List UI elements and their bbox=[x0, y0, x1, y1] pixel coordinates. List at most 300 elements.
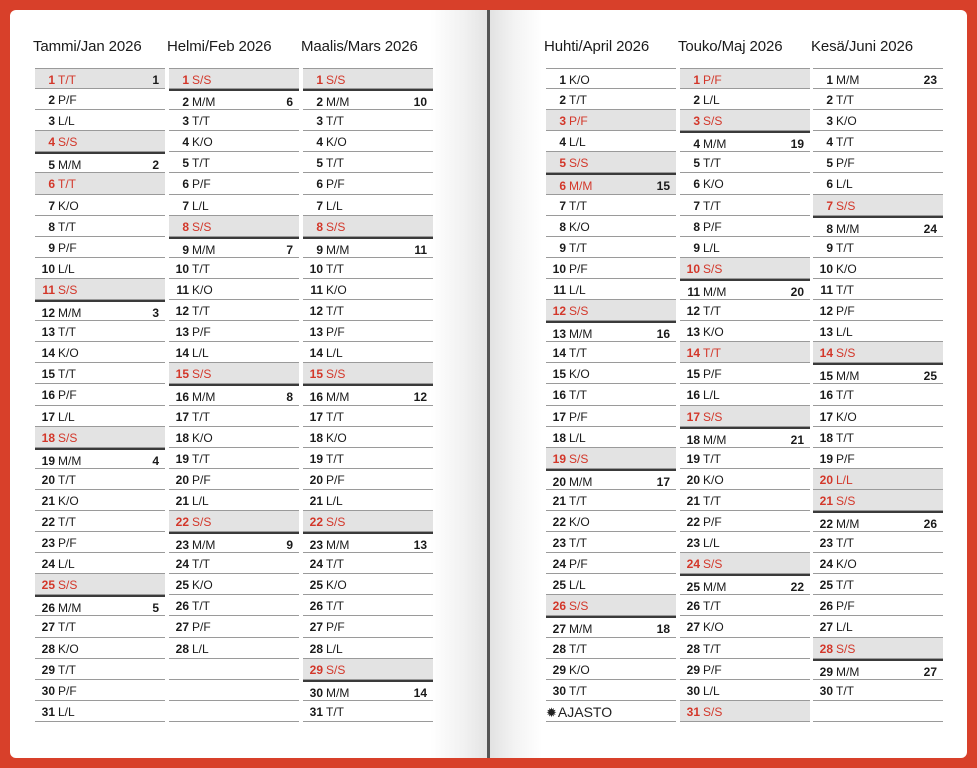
day-row bbox=[813, 68, 943, 89]
weekday-label: S/S bbox=[192, 73, 212, 87]
day-number: 6 bbox=[826, 177, 833, 192]
weekday-label: T/T bbox=[836, 536, 854, 551]
day-row bbox=[546, 638, 676, 659]
day-number: 14 bbox=[309, 346, 323, 361]
day-number: 15 bbox=[819, 369, 833, 384]
weekday-label: L/L bbox=[569, 282, 586, 297]
weekday-label: L/L bbox=[326, 641, 343, 656]
day-number: 5 bbox=[559, 156, 566, 171]
weekday-label: K/O bbox=[192, 578, 213, 593]
weekday-label: K/O bbox=[58, 493, 79, 508]
day-number: 4 bbox=[316, 135, 323, 150]
day-number: 19 bbox=[686, 451, 700, 466]
day-row bbox=[35, 553, 165, 574]
day-number: 25 bbox=[175, 578, 189, 593]
day-row bbox=[813, 469, 943, 490]
weekday-label: M/M bbox=[326, 685, 350, 700]
weekday-label: K/O bbox=[703, 177, 724, 192]
weekday-label: P/F bbox=[58, 388, 77, 403]
day-row bbox=[169, 173, 299, 194]
right-page bbox=[490, 10, 967, 758]
day-number: 26 bbox=[41, 601, 55, 616]
day-row bbox=[680, 68, 810, 89]
weekday-label: T/T bbox=[836, 240, 854, 255]
day-number: 1 bbox=[693, 73, 700, 87]
day-number: 22 bbox=[41, 514, 55, 529]
day-number: 1 bbox=[316, 73, 323, 87]
day-number: 31 bbox=[686, 704, 700, 719]
day-row bbox=[169, 89, 299, 110]
day-row bbox=[303, 173, 433, 194]
weekday-label: M/M bbox=[569, 179, 593, 194]
week-number: 14 bbox=[413, 685, 427, 700]
day-number: 28 bbox=[552, 641, 566, 656]
day-row bbox=[35, 574, 165, 595]
weekday-label: P/F bbox=[569, 114, 588, 129]
weekday-label: L/L bbox=[703, 240, 720, 255]
day-row bbox=[680, 300, 810, 321]
day-number: 25 bbox=[552, 578, 566, 593]
day-row bbox=[303, 595, 433, 616]
weekday-label: K/O bbox=[569, 662, 590, 677]
day-row bbox=[35, 173, 165, 194]
day-number: 28 bbox=[175, 641, 189, 656]
weekday-label: L/L bbox=[326, 493, 343, 508]
week-number: 22 bbox=[790, 580, 804, 595]
day-number: 27 bbox=[309, 620, 323, 635]
day-row bbox=[680, 680, 810, 701]
weekday-label: M/M bbox=[836, 369, 860, 384]
weekday-label: S/S bbox=[326, 514, 346, 529]
day-number: 9 bbox=[182, 242, 189, 257]
day-row bbox=[303, 300, 433, 321]
weekday-label: L/L bbox=[58, 557, 75, 572]
day-number: 13 bbox=[175, 325, 189, 340]
day-row bbox=[35, 511, 165, 532]
weekday-label: P/F bbox=[58, 240, 77, 255]
week-number: 8 bbox=[286, 390, 293, 405]
weekday-label: M/M bbox=[569, 622, 593, 637]
day-number: 13 bbox=[686, 325, 700, 340]
day-row bbox=[680, 406, 810, 427]
day-number: 8 bbox=[48, 219, 55, 234]
day-row bbox=[546, 574, 676, 595]
weekday-label: P/F bbox=[192, 472, 211, 487]
day-number: 27 bbox=[552, 622, 566, 637]
weekday-label: T/T bbox=[703, 451, 721, 466]
weekday-label: S/S bbox=[569, 304, 589, 319]
weekday-label: T/T bbox=[326, 261, 344, 276]
brand-logo bbox=[546, 704, 612, 721]
day-row bbox=[35, 638, 165, 659]
day-number: 25 bbox=[309, 578, 323, 593]
day-row bbox=[303, 195, 433, 216]
day-row bbox=[169, 638, 299, 659]
day-row bbox=[813, 279, 943, 300]
day-number: 18 bbox=[819, 430, 833, 445]
weekday-label: T/T bbox=[569, 198, 587, 213]
day-row bbox=[813, 195, 943, 216]
weekday-label: P/F bbox=[326, 325, 345, 340]
day-row bbox=[169, 616, 299, 637]
day-number: 2 bbox=[316, 95, 323, 110]
day-number: 22 bbox=[309, 514, 323, 529]
weekday-label: P/F bbox=[58, 93, 77, 108]
weekday-label: M/M bbox=[192, 95, 216, 110]
day-list bbox=[546, 68, 676, 722]
day-number: 28 bbox=[686, 641, 700, 656]
day-row bbox=[169, 321, 299, 342]
weekday-label: P/F bbox=[192, 177, 211, 192]
day-number: 21 bbox=[819, 493, 833, 508]
day-row bbox=[680, 195, 810, 216]
day-number: 9 bbox=[559, 240, 566, 255]
day-number: 26 bbox=[686, 599, 700, 614]
weekday-label: M/M bbox=[192, 242, 216, 257]
weekday-label: T/T bbox=[326, 599, 344, 614]
week-number: 13 bbox=[413, 538, 427, 553]
weekday-label: S/S bbox=[703, 114, 723, 129]
day-number: 22 bbox=[686, 514, 700, 529]
weekday-label: T/T bbox=[326, 557, 344, 572]
day-row bbox=[169, 110, 299, 131]
day-row bbox=[680, 595, 810, 616]
day-row bbox=[303, 659, 433, 680]
day-row bbox=[546, 469, 676, 490]
day-row bbox=[35, 321, 165, 342]
sun-icon: ✹ bbox=[546, 704, 557, 720]
weekday-label: K/O bbox=[703, 620, 724, 635]
weekday-label: S/S bbox=[836, 198, 856, 213]
week-number: 17 bbox=[656, 474, 670, 489]
day-row bbox=[303, 680, 433, 701]
weekday-label: K/O bbox=[192, 282, 213, 297]
day-number: 11 bbox=[176, 282, 189, 297]
weekday-label: K/O bbox=[326, 282, 347, 297]
weekday-label: M/M bbox=[58, 453, 82, 468]
day-number: 4 bbox=[559, 135, 566, 150]
weekday-label: T/T bbox=[836, 578, 854, 593]
day-number: 16 bbox=[819, 388, 833, 403]
day-row bbox=[680, 384, 810, 405]
day-row bbox=[169, 490, 299, 511]
day-number: 5 bbox=[316, 156, 323, 171]
day-number: 11 bbox=[820, 282, 833, 297]
day-row bbox=[35, 342, 165, 363]
day-row bbox=[813, 490, 943, 511]
weekday-label: P/F bbox=[703, 367, 722, 382]
weekday-label: L/L bbox=[569, 135, 586, 150]
day-list bbox=[303, 68, 433, 722]
day-row bbox=[303, 152, 433, 173]
weekday-label: T/T bbox=[569, 346, 587, 361]
day-number: 22 bbox=[552, 514, 566, 529]
day-number: 14 bbox=[686, 346, 700, 361]
day-row bbox=[546, 363, 676, 384]
weekday-label: T/T bbox=[703, 493, 721, 508]
day-row bbox=[546, 511, 676, 532]
month-title: Helmi/Feb 2026 bbox=[167, 38, 272, 55]
day-row bbox=[813, 300, 943, 321]
day-number: 12 bbox=[686, 304, 700, 319]
weekday-label: S/S bbox=[836, 641, 856, 656]
day-row bbox=[35, 701, 165, 722]
day-row bbox=[303, 511, 433, 532]
day-row bbox=[303, 216, 433, 237]
day-number: 4 bbox=[693, 137, 700, 152]
day-number: 10 bbox=[552, 261, 566, 276]
day-row bbox=[303, 110, 433, 131]
day-number: 4 bbox=[826, 135, 833, 150]
day-row bbox=[169, 363, 299, 384]
day-row bbox=[546, 659, 676, 680]
day-row bbox=[680, 216, 810, 237]
week-number: 26 bbox=[923, 516, 937, 531]
day-number: 5 bbox=[182, 156, 189, 171]
day-row bbox=[169, 300, 299, 321]
weekday-label: P/F bbox=[58, 683, 77, 698]
day-row bbox=[546, 195, 676, 216]
day-number: 27 bbox=[686, 620, 700, 635]
weekday-label: L/L bbox=[836, 472, 853, 487]
day-number: 8 bbox=[826, 221, 833, 236]
weekday-label: L/L bbox=[836, 177, 853, 192]
weekday-label: K/O bbox=[569, 73, 590, 87]
day-row bbox=[303, 427, 433, 448]
weekday-label: T/T bbox=[836, 430, 854, 445]
day-row bbox=[680, 363, 810, 384]
day-number: 11 bbox=[687, 284, 700, 299]
day-row bbox=[680, 553, 810, 574]
day-number: 9 bbox=[826, 240, 833, 255]
weekday-label: T/T bbox=[58, 514, 76, 529]
day-row bbox=[169, 258, 299, 279]
weekday-label: L/L bbox=[58, 704, 75, 719]
day-row bbox=[303, 406, 433, 427]
day-row bbox=[813, 342, 943, 363]
month-title: Touko/Maj 2026 bbox=[678, 38, 783, 55]
day-number: 2 bbox=[48, 93, 55, 108]
day-number: 9 bbox=[693, 240, 700, 255]
day-row bbox=[813, 110, 943, 131]
day-number: 3 bbox=[316, 114, 323, 129]
day-row bbox=[169, 427, 299, 448]
week-number: 21 bbox=[790, 432, 804, 447]
weekday-label: S/S bbox=[569, 451, 589, 466]
weekday-label: P/F bbox=[836, 599, 855, 614]
weekday-label: M/M bbox=[192, 390, 216, 405]
day-row bbox=[169, 406, 299, 427]
day-number: 26 bbox=[175, 599, 189, 614]
weekday-label: K/O bbox=[326, 578, 347, 593]
weekday-label: L/L bbox=[703, 93, 720, 108]
day-number: 19 bbox=[175, 451, 189, 466]
weekday-label: K/O bbox=[569, 514, 590, 529]
day-row bbox=[813, 321, 943, 342]
day-row bbox=[35, 616, 165, 637]
day-row bbox=[546, 384, 676, 405]
day-number: 14 bbox=[41, 346, 55, 361]
weekday-label: T/T bbox=[836, 388, 854, 403]
weekday-label: S/S bbox=[192, 367, 212, 382]
weekday-label: L/L bbox=[569, 430, 586, 445]
left-page bbox=[10, 10, 488, 758]
day-row bbox=[303, 638, 433, 659]
weekday-label: P/F bbox=[703, 73, 722, 87]
day-number: 21 bbox=[41, 493, 55, 508]
weekday-label: L/L bbox=[326, 346, 343, 361]
day-number: 6 bbox=[316, 177, 323, 192]
day-number: 2 bbox=[559, 93, 566, 108]
day-number: 29 bbox=[309, 662, 323, 677]
day-number: 13 bbox=[552, 327, 566, 342]
weekday-label: L/L bbox=[58, 114, 75, 129]
weekday-label: M/M bbox=[836, 516, 860, 531]
day-row bbox=[35, 448, 165, 469]
weekday-label: S/S bbox=[569, 156, 589, 171]
day-number: 17 bbox=[686, 409, 700, 424]
weekday-label: P/F bbox=[569, 409, 588, 424]
week-number: 11 bbox=[414, 242, 427, 257]
weekday-label: L/L bbox=[569, 578, 586, 593]
day-number: 7 bbox=[826, 198, 833, 213]
day-row bbox=[303, 384, 433, 405]
day-number: 18 bbox=[552, 430, 566, 445]
weekday-label: M/M bbox=[703, 580, 727, 595]
day-number: 19 bbox=[309, 451, 323, 466]
weekday-label: L/L bbox=[836, 620, 853, 635]
day-row bbox=[813, 406, 943, 427]
day-row bbox=[303, 616, 433, 637]
day-row bbox=[546, 300, 676, 321]
day-row bbox=[546, 89, 676, 110]
week-number: 5 bbox=[152, 601, 159, 616]
day-row bbox=[680, 532, 810, 553]
weekday-label: P/F bbox=[836, 304, 855, 319]
day-number: 8 bbox=[316, 219, 323, 234]
weekday-label: M/M bbox=[703, 137, 727, 152]
weekday-label: K/O bbox=[703, 325, 724, 340]
week-number: 7 bbox=[286, 242, 293, 257]
day-number: 20 bbox=[819, 472, 833, 487]
day-number: 24 bbox=[686, 557, 700, 572]
day-number: 28 bbox=[41, 641, 55, 656]
day-number: 9 bbox=[316, 242, 323, 257]
weekday-label: P/F bbox=[326, 472, 345, 487]
day-number: 3 bbox=[826, 114, 833, 129]
month-title: Tammi/Jan 2026 bbox=[33, 38, 142, 55]
weekday-label: T/T bbox=[836, 282, 854, 297]
day-row bbox=[35, 595, 165, 616]
day-number: 7 bbox=[48, 198, 55, 213]
day-number: 27 bbox=[819, 620, 833, 635]
weekday-label: K/O bbox=[192, 430, 213, 445]
day-row bbox=[35, 490, 165, 511]
day-row bbox=[169, 195, 299, 216]
empty-row bbox=[169, 659, 299, 680]
weekday-label: S/S bbox=[703, 261, 723, 276]
day-number: 21 bbox=[552, 493, 566, 508]
day-number: 30 bbox=[819, 683, 833, 698]
day-number: 10 bbox=[175, 261, 189, 276]
day-row bbox=[813, 511, 943, 532]
day-row bbox=[303, 237, 433, 258]
weekday-label: L/L bbox=[703, 536, 720, 551]
empty-row bbox=[813, 701, 943, 722]
day-row bbox=[169, 595, 299, 616]
weekday-label: T/T bbox=[192, 304, 210, 319]
day-row bbox=[813, 595, 943, 616]
day-row bbox=[303, 89, 433, 110]
day-row bbox=[169, 532, 299, 553]
day-number: 12 bbox=[309, 304, 323, 319]
day-row bbox=[546, 342, 676, 363]
day-row bbox=[546, 258, 676, 279]
day-row bbox=[169, 279, 299, 300]
day-number: 10 bbox=[41, 261, 55, 276]
weekday-label: P/F bbox=[703, 219, 722, 234]
day-number: 13 bbox=[309, 325, 323, 340]
day-number: 14 bbox=[175, 346, 189, 361]
day-row bbox=[303, 321, 433, 342]
day-number: 30 bbox=[552, 683, 566, 698]
day-number: 23 bbox=[686, 536, 700, 551]
weekday-label: T/T bbox=[58, 219, 76, 234]
day-number: 24 bbox=[41, 557, 55, 572]
day-number: 12 bbox=[819, 304, 833, 319]
weekday-label: P/F bbox=[836, 156, 855, 171]
day-number: 16 bbox=[686, 388, 700, 403]
month-title: Kesä/Juni 2026 bbox=[811, 38, 914, 55]
weekday-label: T/T bbox=[192, 261, 210, 276]
day-number: 1 bbox=[182, 73, 189, 87]
day-number: 15 bbox=[175, 367, 189, 382]
weekday-label: L/L bbox=[192, 493, 209, 508]
day-row bbox=[546, 237, 676, 258]
weekday-label: T/T bbox=[703, 156, 721, 171]
day-number: 18 bbox=[686, 432, 700, 447]
day-number: 3 bbox=[182, 114, 189, 129]
day-row bbox=[546, 427, 676, 448]
day-number: 30 bbox=[41, 683, 55, 698]
day-number: 30 bbox=[309, 685, 323, 700]
week-number: 27 bbox=[923, 664, 937, 679]
weekday-label: M/M bbox=[326, 95, 350, 110]
weekday-label: T/T bbox=[58, 662, 76, 677]
day-row bbox=[680, 469, 810, 490]
day-number: 17 bbox=[552, 409, 566, 424]
day-row bbox=[35, 68, 165, 89]
day-row bbox=[35, 131, 165, 152]
day-row bbox=[680, 574, 810, 595]
day-row bbox=[680, 321, 810, 342]
week-number: 4 bbox=[152, 453, 159, 468]
empty-row bbox=[169, 701, 299, 722]
day-number: 6 bbox=[182, 177, 189, 192]
day-number: 3 bbox=[693, 114, 700, 129]
day-row bbox=[680, 237, 810, 258]
day-row bbox=[546, 131, 676, 152]
day-row bbox=[546, 110, 676, 131]
weekday-label: K/O bbox=[326, 430, 347, 445]
weekday-label: P/F bbox=[569, 261, 588, 276]
weekday-label: P/F bbox=[326, 177, 345, 192]
weekday-label: T/T bbox=[326, 704, 344, 719]
day-row bbox=[680, 173, 810, 194]
day-row bbox=[546, 68, 676, 89]
day-number: 16 bbox=[175, 390, 189, 405]
weekday-label: M/M bbox=[192, 538, 216, 553]
